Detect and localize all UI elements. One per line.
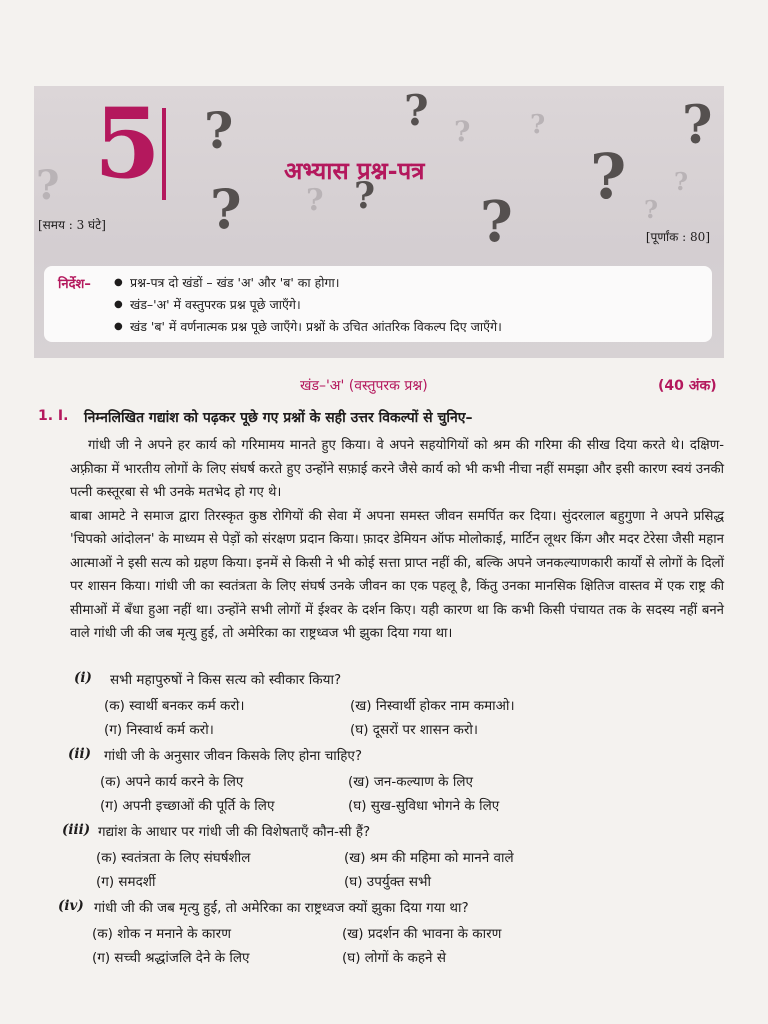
answer-option[interactable]: (घ) उपर्युक्त सभी <box>344 874 432 890</box>
time-limit: [समय : 3 घंटे] <box>38 218 106 232</box>
answer-option[interactable]: (ग) समदर्शी <box>96 874 156 890</box>
subquestion-text: सभी महापुरुषों ने किस सत्य को स्वीकार किया? <box>110 672 342 688</box>
chapter-number: 5 <box>94 87 161 200</box>
question-mark-icon: ? <box>590 140 627 213</box>
instructions-list <box>114 272 502 338</box>
question-mark-icon: ? <box>530 110 546 140</box>
question-mark-icon: ? <box>644 195 659 224</box>
full-marks: [पूर्णांक : 80] <box>645 230 710 244</box>
answer-option[interactable]: (घ) सुख-सुविधा भोगने के लिए <box>348 798 500 814</box>
chapter-header <box>34 86 724 358</box>
question-mark-icon: ? <box>404 86 429 135</box>
answer-option[interactable]: (ग) निस्वार्थ कर्म करो। <box>104 722 214 738</box>
question-number: 1. I. <box>38 408 69 424</box>
subquestion <box>62 822 682 842</box>
subquestion-number: (iv) <box>58 898 84 914</box>
question-mark-icon: ? <box>682 95 713 156</box>
subquestion-number: (iii) <box>62 822 91 838</box>
instructions-box <box>44 266 712 342</box>
passage-paragraph: बाबा आमटे ने समाज द्वारा तिरस्कृत कुष्ठ रोगियों की सेवा में अपना समस्त जीवन समर्पित कर दिया। सुंदरलाल बहुगुणा ने अपने प्रसिद्ध 'चिपको आंदोलन' के माध्यम से पेड़ों को संरक्षण प्रदान किया। फ़ादर डेमियन ऑफ मोलोकाई, मार्टिन लूथर किंग और मदर टेरेसा जैसी महान आत्माओं ने इसी सत्य को ग्रहण किया। इनमें से किसी ने भी कोई सत्ता प्राप्त नहीं की, बल्कि अपने जनकल्याणकारी कार्यों से लोगों के दिलों पर शासन किया। गांधी जी का स्वतंत्रता के लिए संघर्ष उनके जीवन का एक पहलू है, किंतु उनका मानसिक क्षितिज वास्तव में एक राष्ट्र की सीमाओं में बँधा हुआ नहीं था। उन्होंने सभी लोगों में ईश्वर के दर्शन किए। यही कारण था कि कभी किसी पंचायत तक के सदस्य नहीं बनने वाले गांधी जी की जब मृत्यु हुई, तो अमेरिका का राष्ट्रध्वज भी झुका दिया गया था। <box>70 508 724 641</box>
section-heading: खंड–'अ' (वस्तुपरक प्रश्न) <box>300 378 428 394</box>
subquestion-number: (ii) <box>68 746 92 762</box>
answer-option[interactable]: (ग) सच्ची श्रद्धांजलि देने के लिए <box>92 950 250 966</box>
answer-option[interactable]: (ख) जन-कल्याण के लिए <box>348 774 473 790</box>
passage <box>70 434 724 646</box>
instruction-item: ● खंड 'ब' में वर्णनात्मक प्रश्न पूछे जाएँगे। प्रश्नों के उचित आंतरिक विकल्प दिए जाएँगे। <box>114 316 502 338</box>
answer-option[interactable]: (क) स्वतंत्रता के लिए संघर्षशील <box>96 850 251 866</box>
subquestion <box>58 898 678 918</box>
answer-option[interactable]: (ख) निस्वार्थी होकर नाम कमाओ। <box>350 698 515 714</box>
answer-option[interactable]: (ख) श्रम की महिमा को मानने वाले <box>344 850 514 866</box>
subquestion-number: (i) <box>74 670 92 686</box>
question-instruction: निम्नलिखित गद्यांश को पढ़कर पूछे गए प्रश्नों के सही उत्तर विकल्पों से चुनिए– <box>84 410 473 426</box>
page-title: अभ्यास प्रश्न-पत्र <box>284 156 425 185</box>
answer-option[interactable]: (क) स्वार्थी बनकर कर्म करो। <box>104 698 245 714</box>
subquestion-text: गांधी जी के अनुसार जीवन किसके लिए होना चाहिए? <box>104 748 363 764</box>
answer-option[interactable]: (क) अपने कार्य करने के लिए <box>100 774 244 790</box>
answer-option[interactable]: (क) शोक न मनाने के कारण <box>92 926 231 942</box>
question-mark-icon: ? <box>204 101 234 160</box>
title-divider <box>162 108 166 200</box>
subquestion <box>68 746 688 766</box>
question-mark-icon: ? <box>354 175 376 217</box>
question-mark-icon: ? <box>306 183 324 218</box>
subquestion-text: गद्यांश के आधार पर गांधी जी की विशेषताएँ कौन-सी हैं? <box>98 824 371 840</box>
passage-paragraph: गांधी जी ने अपने हर कार्य को गरिमामय मानते हुए किया। वे अपने सहयोगियों को श्रम की गरिमा की सीख दिया करते थे। दक्षिण-अफ़्रीका में भारतीय लोगों के लिए संघर्ष करते हुए उन्होंने सफ़ाई करने जैसे कार्य को भी कभी नीचा नहीं समझा और इसी कारण स्वयं उनकी पत्नी कस्तूरबा से भी उनके मतभेद हो गए थे। <box>70 438 724 500</box>
answer-option[interactable]: (घ) दूसरों पर शासन करो। <box>350 722 478 738</box>
subquestion <box>74 670 694 690</box>
section-marks: (40 अंक) <box>658 378 717 394</box>
answer-option[interactable]: (घ) लोगों के कहने से <box>342 950 446 966</box>
instructions-label: निर्देश– <box>58 277 91 292</box>
subquestion-text: गांधी जी की जब मृत्यु हुई, तो अमेरिका का राष्ट्रध्वज क्यों झुका दिया गया था? <box>94 900 469 916</box>
instruction-item: ● खंड–'अ' में वस्तुपरक प्रश्न पूछे जाएँगे। <box>114 294 502 316</box>
answer-option[interactable]: (ग) अपनी इच्छाओं की पूर्ति के लिए <box>100 798 275 814</box>
question-mark-icon: ? <box>210 177 242 241</box>
answer-option[interactable]: (ख) प्रदर्शन की भावना के कारण <box>342 926 502 942</box>
instruction-item: ● प्रश्न-पत्र दो खंडों – खंड 'अ' और 'ब' का होगा। <box>114 272 502 294</box>
question-mark-icon: ? <box>36 162 60 209</box>
question-mark-icon: ? <box>454 115 471 148</box>
question-mark-icon: ? <box>674 167 689 196</box>
question-mark-icon: ? <box>480 189 513 255</box>
